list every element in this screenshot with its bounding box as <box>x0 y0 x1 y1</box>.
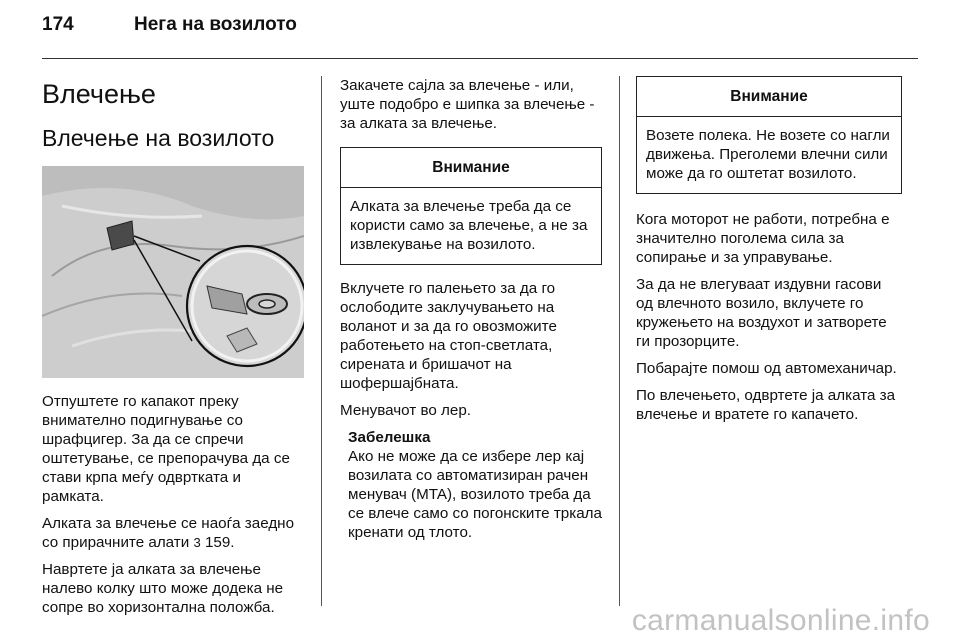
page-header <box>42 14 918 48</box>
warning-body: Алката за влечење треба да се користи само за влечење, а не за извлекување на возилото. <box>350 198 588 253</box>
note-body: Ако не може да се избере лер кај возилата со автоматизиран рачен менувач (MTA), возилото треба да се влече само со погонските тркала кренати од тлото. <box>348 448 602 541</box>
page-reference-link[interactable]: 159. <box>204 534 235 551</box>
paragraph: Менувачот во лер. <box>340 402 471 419</box>
paragraph: По влечењето, одвртете ја алката за влечење и вратете го капачето. <box>636 387 896 423</box>
paragraph: Закачете сајла за влечење - или, уште подобро е шипка за влечење - за алката за влечење. <box>340 77 595 132</box>
section-heading: Влечење на возилото <box>42 125 275 151</box>
column-divider <box>619 76 620 606</box>
paragraph: Отпуштете го капакот преку внимателно подигнување со шрафцигер. За да се спречи оштетување, се препорачува да се стави крпа меѓу одвртката и рамката. <box>42 393 290 505</box>
column-2 <box>340 76 602 542</box>
paragraph <box>42 514 304 552</box>
warning-box <box>340 147 602 265</box>
warning-body: Возете полека. Не возете со нагли движења. Преголеми влечни сили може да го оштетат возилото. <box>646 127 890 182</box>
watermark: carmanualsonline.info <box>631 604 930 637</box>
paragraph: Навртете ја алката за влечење налево колку што може додека не сопре во хоризонтална положба. <box>42 561 284 616</box>
warning-box <box>636 76 902 194</box>
note-box <box>340 428 602 542</box>
section-title: Нега на возилото <box>134 14 297 35</box>
paragraph: Побарајте помош од автомеханичар. <box>636 360 897 377</box>
column-3 <box>636 76 902 432</box>
towing-eye-drawing <box>42 166 304 378</box>
note-title: Забелешка <box>348 429 431 446</box>
warning-title: Внимание <box>637 77 901 117</box>
paragraph: За да не влегуваат издувни гасови од влечното возило, вклучете го кружењето на воздухот и затворете ги прозорците. <box>636 276 887 350</box>
towing-eye-illustration <box>42 166 304 378</box>
page-reference-icon: 3 <box>193 535 201 550</box>
chapter-heading: Влечење <box>42 79 156 109</box>
paragraph: Вклучете го палењето за да го ослободите заклучувањето на воланот и за да го овозможите работењето на стоп-светлата, сирената и бришачот на шофершајбната. <box>340 280 557 392</box>
paragraph: Кога моторот не работи, потребна е значително поголема сила за сопирање и за управување. <box>636 211 890 266</box>
page-number: 174 <box>42 14 74 35</box>
column-divider <box>321 76 322 606</box>
column-1 <box>42 76 304 625</box>
header-rule <box>42 58 918 59</box>
warning-title: Внимание <box>341 148 601 188</box>
paragraph-text: Алката за влечење се наоѓа заедно со прирачните алати <box>42 515 295 551</box>
